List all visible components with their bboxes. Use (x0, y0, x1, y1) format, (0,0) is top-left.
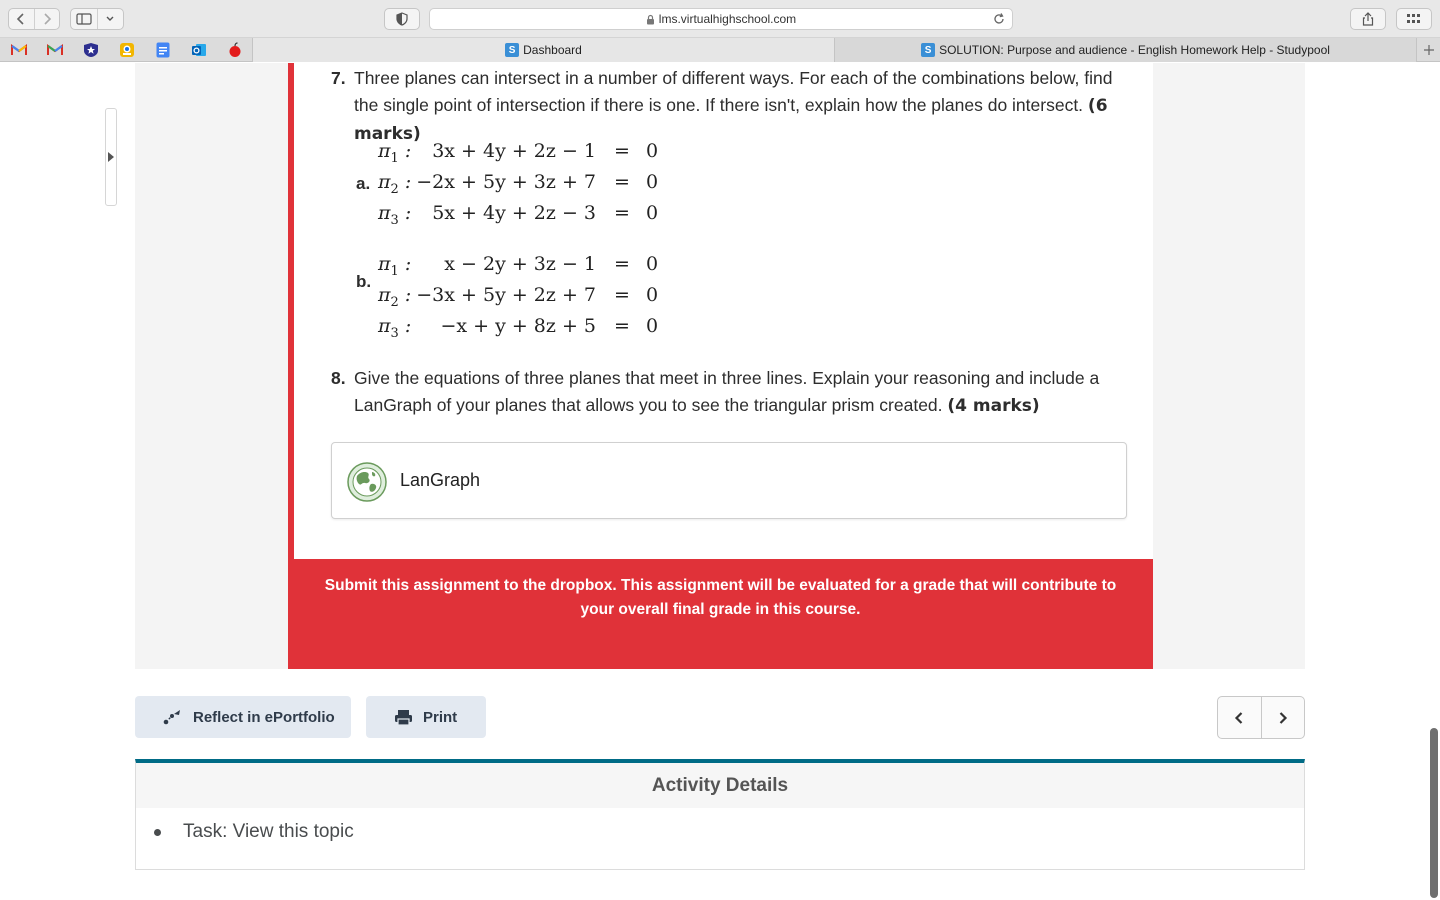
plane-label: $\pi_2$ : (378, 171, 412, 197)
sidebar-icon (76, 13, 92, 25)
classroom-icon[interactable] (116, 41, 138, 59)
grid-icon (1407, 14, 1421, 24)
chevron-right-icon (1278, 711, 1288, 725)
equation-rhs: 0 (646, 253, 659, 275)
forward-button[interactable] (34, 9, 60, 29)
part-label: a. (356, 174, 371, 193)
previous-topic-button[interactable] (1218, 697, 1261, 738)
reload-icon[interactable] (992, 12, 1006, 29)
equation-rhs: 0 (646, 202, 659, 224)
equation-lhs: −2x + 5y + 3z + 7 (416, 171, 596, 193)
studypool-favicon-icon: S (505, 43, 519, 57)
equals-sign: = (614, 253, 630, 275)
equals-sign: = (614, 171, 630, 193)
plane-label: $\pi_3$ : (378, 202, 412, 228)
shield-icon (396, 12, 408, 26)
browser-toolbar (0, 0, 1440, 38)
eportfolio-icon (163, 709, 183, 725)
equation-rhs: 0 (646, 171, 659, 193)
back-button[interactable] (9, 9, 34, 29)
print-button[interactable] (366, 696, 486, 738)
tab-studypool[interactable] (834, 38, 1416, 62)
chevron-left-icon (16, 12, 26, 26)
equation-rhs: 0 (646, 284, 659, 306)
bullet (154, 829, 161, 836)
equals-sign: = (614, 284, 630, 306)
print-label: Print (423, 708, 458, 726)
globe-icon (347, 462, 387, 502)
url-text: lms.virtualhighschool.com (658, 12, 797, 26)
plane-label: $\pi_1$ : (378, 140, 412, 166)
plane-label: $\pi_2$ : (378, 284, 412, 310)
submission-banner (288, 559, 1153, 669)
page-scrollbar[interactable] (1430, 728, 1438, 898)
gmail-icon[interactable] (8, 41, 30, 59)
side-panel-toggle[interactable] (105, 108, 117, 206)
equals-sign: = (614, 140, 630, 162)
banner-text: Submit this assignment to the dropbox. This assignment will be evaluated for a grade that will contribute to your overall final grade in this course. (324, 577, 1117, 618)
studypool-favicon-icon: S (921, 43, 935, 57)
equation-lhs: 3x + 4y + 2z − 1 (432, 140, 596, 162)
tab-dashboard[interactable] (252, 38, 834, 62)
question-text: Three planes can intersect in a number of different ways. For each of the combinations below, find the single point of intersection if there is one. If there isn't, explain how the planes do intersect. (6 marks) (354, 68, 1113, 144)
printer-icon (394, 709, 413, 726)
equation-lhs: −3x + 5y + 2z + 7 (416, 284, 596, 306)
tab-label: SOLUTION: Purpose and audience - English Homework Help - Studypool (939, 43, 1330, 57)
tab-overview-button[interactable] (1396, 8, 1432, 30)
equation-lhs: x − 2y + 3z − 1 (444, 253, 596, 275)
plane-label: $\pi_1$ : (378, 253, 412, 279)
equation-lhs: 5x + 4y + 2z − 3 (432, 202, 596, 224)
activity-details (135, 759, 1305, 870)
chevron-right-icon (42, 12, 52, 26)
chevron-down-icon (105, 15, 115, 23)
question-number: 7. (331, 68, 346, 88)
address-bar[interactable] (429, 8, 1013, 30)
plane-label: $\pi_3$ : (378, 315, 412, 341)
page-content (0, 63, 1440, 900)
part-label: b. (356, 272, 372, 291)
equals-sign: = (614, 315, 630, 337)
outlook-icon[interactable] (188, 41, 210, 59)
sidebar-menu-button[interactable] (97, 9, 124, 29)
new-tab-button[interactable] (1416, 38, 1440, 62)
equation-rhs: 0 (646, 315, 659, 337)
topic-pager (1217, 696, 1305, 739)
privacy-button[interactable] (384, 8, 420, 30)
next-topic-button[interactable] (1261, 697, 1305, 738)
caret-right-icon (108, 152, 114, 162)
question-text: Give the equations of three planes that meet in three lines. Explain your reasoning and include a LanGraph of your planes that allows you to see the triangular prism created. (4 marks) (354, 368, 1100, 416)
langraph-link[interactable] (331, 442, 1127, 519)
tab-label: Dashboard (523, 43, 582, 57)
reflect-eportfolio-button[interactable] (135, 696, 351, 738)
equation-rhs: 0 (646, 140, 659, 162)
star-shield-icon[interactable] (80, 41, 102, 59)
question-marks: (6 marks) (354, 96, 1108, 144)
docs-icon[interactable] (152, 41, 174, 59)
share-icon (1362, 12, 1374, 26)
sidebar-toggle-group (70, 8, 124, 30)
lock-icon (646, 14, 655, 25)
sidebar-toggle-button[interactable] (71, 9, 97, 29)
plus-icon (1423, 44, 1435, 56)
question-marks: (4 marks) (947, 396, 1040, 416)
gmail-icon[interactable] (44, 41, 66, 59)
share-button[interactable] (1350, 8, 1386, 30)
langraph-label: LanGraph (400, 470, 481, 490)
chevron-left-icon (1234, 711, 1244, 725)
nav-buttons (8, 8, 60, 30)
activity-details-heading: Activity Details (136, 763, 1304, 808)
activity-task-item: Task: View this topic (183, 821, 354, 842)
question-number: 8. (331, 368, 346, 388)
tab-bar (0, 38, 1440, 62)
apple-icon[interactable] (224, 41, 246, 59)
equals-sign: = (614, 202, 630, 224)
equation-lhs: −x + y + 8z + 5 (440, 315, 596, 337)
favorites-bar (0, 38, 246, 62)
reflect-label: Reflect in ePortfolio (193, 708, 335, 726)
